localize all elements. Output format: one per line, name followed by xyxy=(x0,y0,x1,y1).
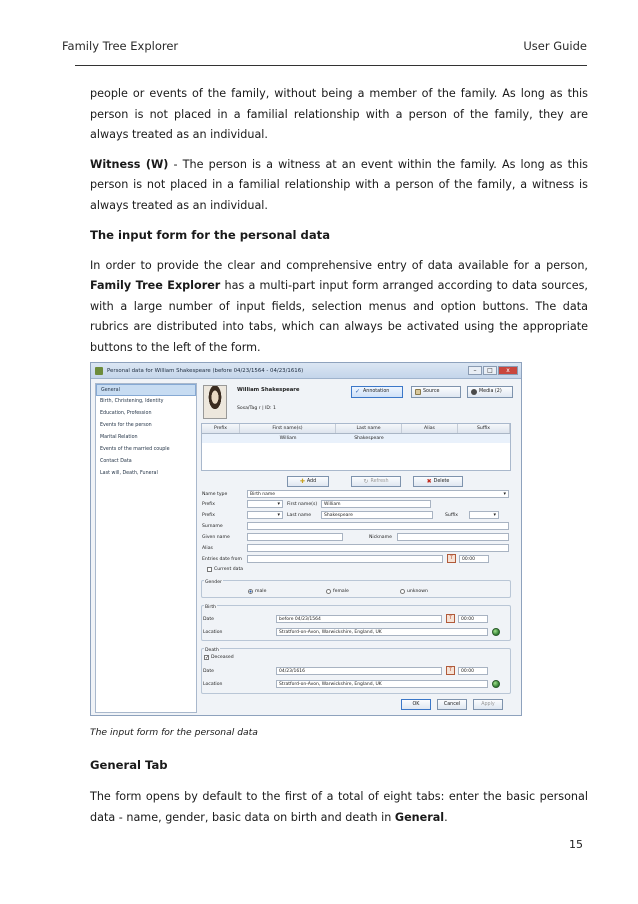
cell-prefix xyxy=(202,434,240,443)
death-group xyxy=(201,648,511,694)
birth-globe-icon[interactable] xyxy=(492,628,500,636)
refresh-icon: ↻ xyxy=(363,478,369,485)
checkmark-icon: ✓ xyxy=(355,388,361,395)
camera-icon xyxy=(471,389,477,395)
tab-contact[interactable]: Contact Data xyxy=(100,459,132,464)
radio-icon xyxy=(326,589,331,594)
person-id: Sosa/Tag r | ID: 1 xyxy=(237,406,276,411)
header-rule xyxy=(75,65,587,66)
gender-group xyxy=(201,580,511,598)
add-icon: ✚ xyxy=(299,478,305,485)
birth-date-label: Date xyxy=(203,617,214,622)
delete-icon: ✖ xyxy=(426,478,432,485)
page-header xyxy=(62,39,587,53)
death-location-label: Location xyxy=(203,682,223,687)
name-type-select[interactable]: Birth name ▾ xyxy=(247,490,509,498)
cell-suffix xyxy=(458,434,510,443)
birth-label: Birth xyxy=(205,605,217,610)
tab-last-will[interactable]: Last will, Death, Funeral xyxy=(100,471,158,476)
app-tree-icon xyxy=(95,367,103,375)
paragraph-general-tab xyxy=(90,787,588,828)
given-name-label: Given name xyxy=(202,535,230,540)
prefix-label: Prefix xyxy=(202,502,215,507)
alias-label: Alias xyxy=(202,546,213,551)
alias-field[interactable] xyxy=(247,544,509,552)
delete-label: Delete xyxy=(433,479,450,484)
prefix2-select[interactable] xyxy=(247,511,283,519)
surname-label: Surname xyxy=(202,524,223,529)
first-names-label: First name(s) xyxy=(287,502,318,507)
calendar-icon[interactable]: T xyxy=(447,554,456,563)
paragraph-input-form xyxy=(90,256,588,359)
person-name: William Shakespeare xyxy=(237,387,300,393)
gender-female-label: female xyxy=(333,589,349,594)
book-icon xyxy=(415,389,421,395)
input-form-text-a: In order to provide the clear and comprehensive entry of data available for a person, xyxy=(90,258,588,272)
header-title: Family Tree Explorer xyxy=(62,39,179,53)
media-button[interactable] xyxy=(467,386,513,398)
checkbox-box-icon xyxy=(207,567,212,572)
death-time-field[interactable]: 00:00 xyxy=(458,667,488,675)
annotation-button[interactable] xyxy=(351,386,403,398)
general-tab-panel xyxy=(201,383,519,713)
prefix2-label: Prefix xyxy=(202,513,215,518)
col-last-name[interactable]: Last name xyxy=(336,424,402,433)
nickname-label: Nickname xyxy=(369,535,392,540)
add-button[interactable] xyxy=(287,476,329,487)
gender-female-radio[interactable] xyxy=(326,589,349,594)
tab-events-person[interactable]: Events for the person xyxy=(100,423,152,428)
ok-button[interactable]: OK xyxy=(401,699,431,710)
entries-date-label: Entries date from xyxy=(202,557,242,562)
col-first-names[interactable]: First name(s) xyxy=(240,424,336,433)
refresh-label: Refresh xyxy=(370,479,389,484)
given-name-field[interactable] xyxy=(247,533,343,541)
suffix-label: Suffix xyxy=(445,513,458,518)
current-data-label: Current data xyxy=(214,567,244,572)
dialog-titlebar xyxy=(91,363,521,379)
header-doc-type: User Guide xyxy=(523,39,587,53)
death-label: Death xyxy=(205,648,219,653)
table-row[interactable] xyxy=(202,434,510,443)
general-tab-text-b: . xyxy=(444,810,448,824)
section-heading-input-form: The input form for the personal data xyxy=(90,228,331,242)
radio-icon xyxy=(400,589,405,594)
personal-data-dialog-screenshot xyxy=(90,362,522,716)
gender-unknown-radio[interactable] xyxy=(400,589,428,594)
general-term: General xyxy=(394,810,445,824)
witness-text: - The person is a witness at an event within the family. As long as this person is not placed in a familial relationship with a person of the family, a witness is always treated as an individual. xyxy=(90,157,589,212)
tab-sidebar xyxy=(95,383,197,713)
minimize-button[interactable]: – xyxy=(468,366,482,375)
birth-location-field[interactable]: Stratford-on-Avon, Warwickshire, England, UK xyxy=(276,628,488,636)
delete-button[interactable] xyxy=(413,476,463,487)
death-location-field[interactable]: Stratford-on-Avon, Warwickshire, England, UK xyxy=(276,680,488,688)
checkbox-checked-icon: ✓ xyxy=(205,655,210,661)
last-name-field[interactable]: Shakespeare xyxy=(321,511,433,519)
add-label: Add xyxy=(306,479,317,484)
product-name: Family Tree Explorer xyxy=(90,279,221,292)
deceased-checkbox[interactable] xyxy=(204,655,234,660)
name-table xyxy=(201,423,511,471)
surname-field[interactable] xyxy=(247,522,509,530)
col-prefix[interactable]: Prefix xyxy=(202,424,240,433)
name-table-header xyxy=(202,424,510,434)
entries-date-field[interactable] xyxy=(247,555,443,563)
entries-time-field[interactable]: 00:00 xyxy=(459,555,489,563)
figure-caption: The input form for the personal data xyxy=(90,727,258,738)
deceased-label: Deceased xyxy=(211,655,234,660)
cancel-button[interactable]: Cancel xyxy=(437,699,467,710)
tab-general[interactable]: General xyxy=(96,384,196,396)
gender-male-label: male xyxy=(255,589,267,594)
gender-male-radio[interactable] xyxy=(248,589,266,594)
birth-group xyxy=(201,605,511,641)
current-data-checkbox[interactable] xyxy=(207,567,243,572)
name-type-label: Name type xyxy=(202,492,228,497)
close-button[interactable]: x xyxy=(498,366,518,375)
witness-term: Witness (W) xyxy=(90,157,169,171)
prefix-select[interactable] xyxy=(247,500,283,508)
gender-unknown-label: unknown xyxy=(407,589,428,594)
first-name-field[interactable]: William xyxy=(321,500,431,508)
birth-location-label: Location xyxy=(203,630,223,635)
body-text xyxy=(90,84,588,358)
tab-events-couple[interactable]: Events of the married couple xyxy=(100,447,170,452)
input-form-text-b: has a multi-part input form arranged according to data sources, with a large number of input fields, selection menus and option buttons. The data rubrics are distributed into tabs, which can always be activated using the appropriate buttons to the left of the form. xyxy=(90,279,588,354)
birth-calendar-icon[interactable]: T xyxy=(446,614,455,623)
death-date-label: Date xyxy=(203,669,214,674)
cell-last-name: Shakespeare xyxy=(354,436,384,441)
refresh-button[interactable] xyxy=(351,476,401,487)
col-alias[interactable]: Alias xyxy=(402,424,458,433)
death-date-field[interactable]: 04/23/1616 xyxy=(276,667,442,675)
cell-first-name: William xyxy=(279,436,297,441)
portrait-image[interactable] xyxy=(203,385,227,419)
media-label: Media (2) xyxy=(479,389,502,394)
gender-label: Gender xyxy=(205,580,222,585)
col-suffix[interactable]: Suffix xyxy=(458,424,510,433)
tab-birth[interactable]: Birth, Christening, Identity xyxy=(100,399,164,404)
maximize-button[interactable]: □ xyxy=(483,366,497,375)
birth-date-field[interactable]: before 04/23/1564 xyxy=(276,615,442,623)
annotation-label: Annotation xyxy=(363,389,390,394)
apply-button[interactable]: Apply xyxy=(473,699,503,710)
tab-marital[interactable]: Marital Relation xyxy=(100,435,138,440)
source-button[interactable] xyxy=(411,386,461,398)
tab-education[interactable]: Education, Profession xyxy=(100,411,152,416)
window-controls xyxy=(468,366,518,375)
page-number: 15 xyxy=(569,838,583,851)
suffix-select[interactable] xyxy=(469,511,499,519)
birth-time-field[interactable]: 00:00 xyxy=(458,615,488,623)
last-name-label: Last name xyxy=(287,513,312,518)
radio-selected-icon xyxy=(248,589,253,594)
dialog-title: Personal data for William Shakespeare (before 04/23/1564 - 04/23/1616) xyxy=(107,367,304,374)
paragraph-witness xyxy=(90,155,588,217)
cell-alias xyxy=(402,434,458,443)
source-label: Source xyxy=(423,389,440,394)
paragraph-individual: people or events of the family, without being a member of the family. As long as this person is not placed in a familial relationship with a person of the family, they are always treated as an individual. xyxy=(90,87,588,141)
section-heading-general-tab: General Tab xyxy=(90,758,168,772)
general-tab-text-a: The form opens by default to the first of a total of eight tabs: enter the basic personal data - name, gender, basic data on birth and death in xyxy=(90,790,588,824)
death-globe-icon[interactable] xyxy=(492,680,500,688)
death-calendar-icon[interactable]: T xyxy=(446,666,455,675)
nickname-field[interactable] xyxy=(397,533,509,541)
